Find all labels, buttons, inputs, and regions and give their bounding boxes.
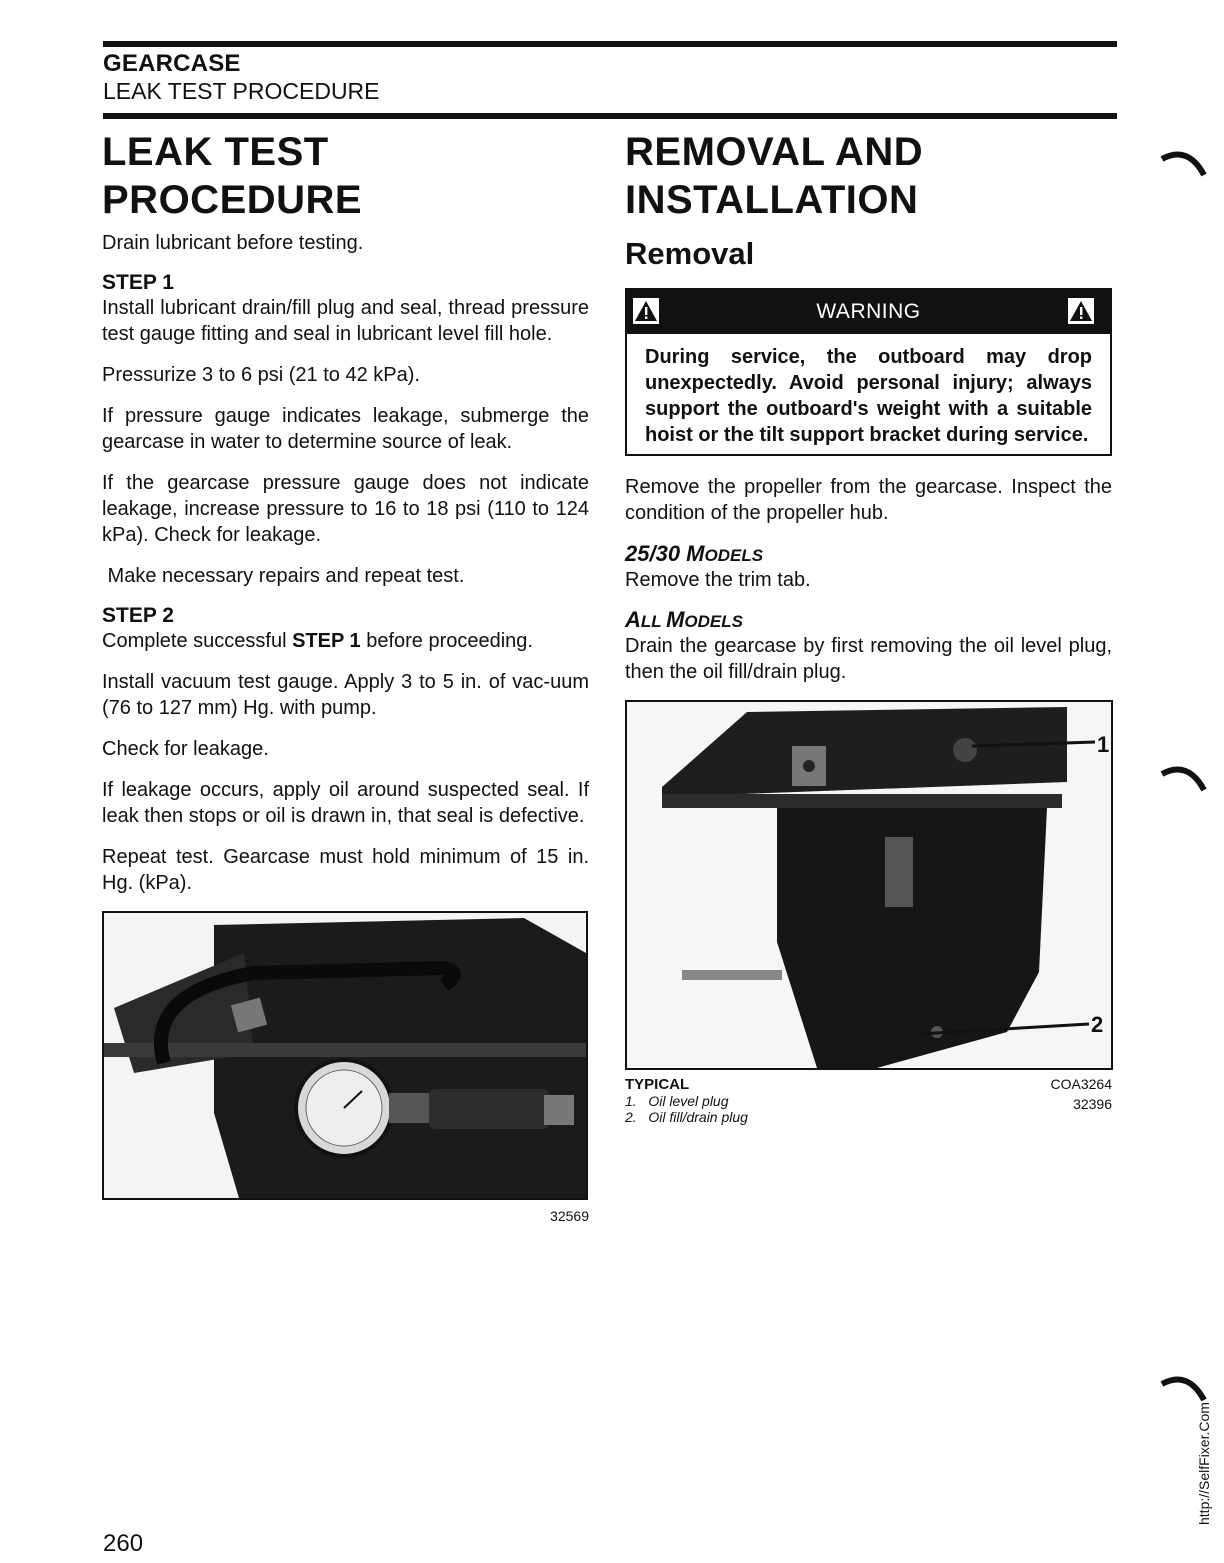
all-models-text: Drain the gearcase by first removing the oil level plug, then the oil fill/drain plug.	[625, 635, 1112, 683]
step2-paragraph-5: Repeat test. Gearcase must hold minimum of 15 in. Hg. (kPa).	[102, 846, 589, 894]
pressure-test-photo	[102, 911, 588, 1200]
caption-item-1: 1. Oil level plug	[625, 1093, 729, 1109]
header-bottom-rule	[103, 113, 1117, 119]
warning-text: During service, the outboard may drop unexpectedly. Avoid personal injury; always support the outboard's weight with a suitable hoist or the tilt support bracket during service.	[645, 346, 1092, 446]
caption-item-2: 2. Oil fill/drain plug	[625, 1109, 748, 1125]
removal-paragraph: Remove the propeller from the gearcase. Inspect the condition of the propeller hub.	[625, 476, 1112, 524]
step2-paragraph-3: Check for leakage.	[102, 738, 269, 760]
gearcase-gauge-illustration	[104, 913, 586, 1198]
page-number: 260	[103, 1530, 144, 1557]
step1-paragraph-4: If the gearcase pressure gauge does not indicate leakage, increase pressure to 16 to 18 psi (110 to 124 kPa). Check for leakage.	[102, 472, 589, 546]
figure-caption	[625, 1076, 1112, 1136]
binder-mark	[1158, 760, 1210, 800]
warning-header	[627, 290, 1110, 334]
step2-heading: STEP 2	[102, 604, 174, 627]
leak-test-title: LEAK TEST PROCEDURE	[102, 130, 363, 222]
header-section: GEARCASE	[103, 50, 241, 77]
step1-paragraph-3: If pressure gauge indicates leakage, submerge the gearcase in water to determine source of leak.	[102, 405, 589, 453]
step1-paragraph-1: Install lubricant drain/fill plug and seal, thread pressure test gauge fitting and seal in lubricant level fill hole.	[102, 297, 589, 345]
warning-triangle-icon	[1068, 298, 1094, 324]
step2-paragraph-1: Complete successful STEP 1 before proceeding.	[102, 630, 533, 652]
binder-mark	[1158, 145, 1210, 185]
removal-subtitle: Removal	[625, 236, 755, 271]
header-top-rule	[103, 41, 1117, 47]
callout-1: 1	[1097, 732, 1110, 757]
all-models-heading: ALL MODELS	[625, 607, 743, 632]
step2-paragraph-2: Install vacuum test gauge. Apply 3 to 5 in. of vac-uum (76 to 127 mm) Hg. with pump.	[102, 671, 589, 719]
header-subsection: LEAK TEST PROCEDURE	[103, 78, 380, 104]
left-column	[102, 128, 589, 1224]
warning-box	[625, 288, 1112, 456]
models-2530-heading: 25/30 MODELS	[625, 541, 764, 566]
step1-paragraph-5: Make necessary repairs and repeat test.	[102, 565, 465, 587]
step1-heading: STEP 1	[102, 271, 174, 294]
intro-text: Drain lubricant before testing.	[102, 232, 364, 254]
step1-paragraph-2: Pressurize 3 to 6 psi (21 to 42 kPa).	[102, 364, 420, 386]
caption-title: TYPICAL	[625, 1076, 690, 1093]
gearcase-plugs-illustration	[627, 702, 1111, 1068]
removal-installation-title: REMOVAL AND INSTALLATION	[625, 130, 924, 222]
figure-number-left: 32569	[550, 1208, 589, 1224]
figure-number-right: 32396	[1073, 1096, 1112, 1112]
callout-2: 2	[1091, 1012, 1104, 1037]
figure-code-right: COA3264	[1050, 1076, 1112, 1092]
oil-plug-photo	[625, 700, 1113, 1070]
right-column	[625, 128, 1112, 1136]
warning-label: WARNING	[816, 300, 921, 323]
side-url-watermark: http://SelfFixer.Com	[1196, 1402, 1212, 1525]
models-2530-text: Remove the trim tab.	[625, 569, 811, 591]
step2-paragraph-4: If leakage occurs, apply oil around suspected seal. If leak then stops or oil is drawn in, that seal is defective.	[102, 779, 589, 827]
